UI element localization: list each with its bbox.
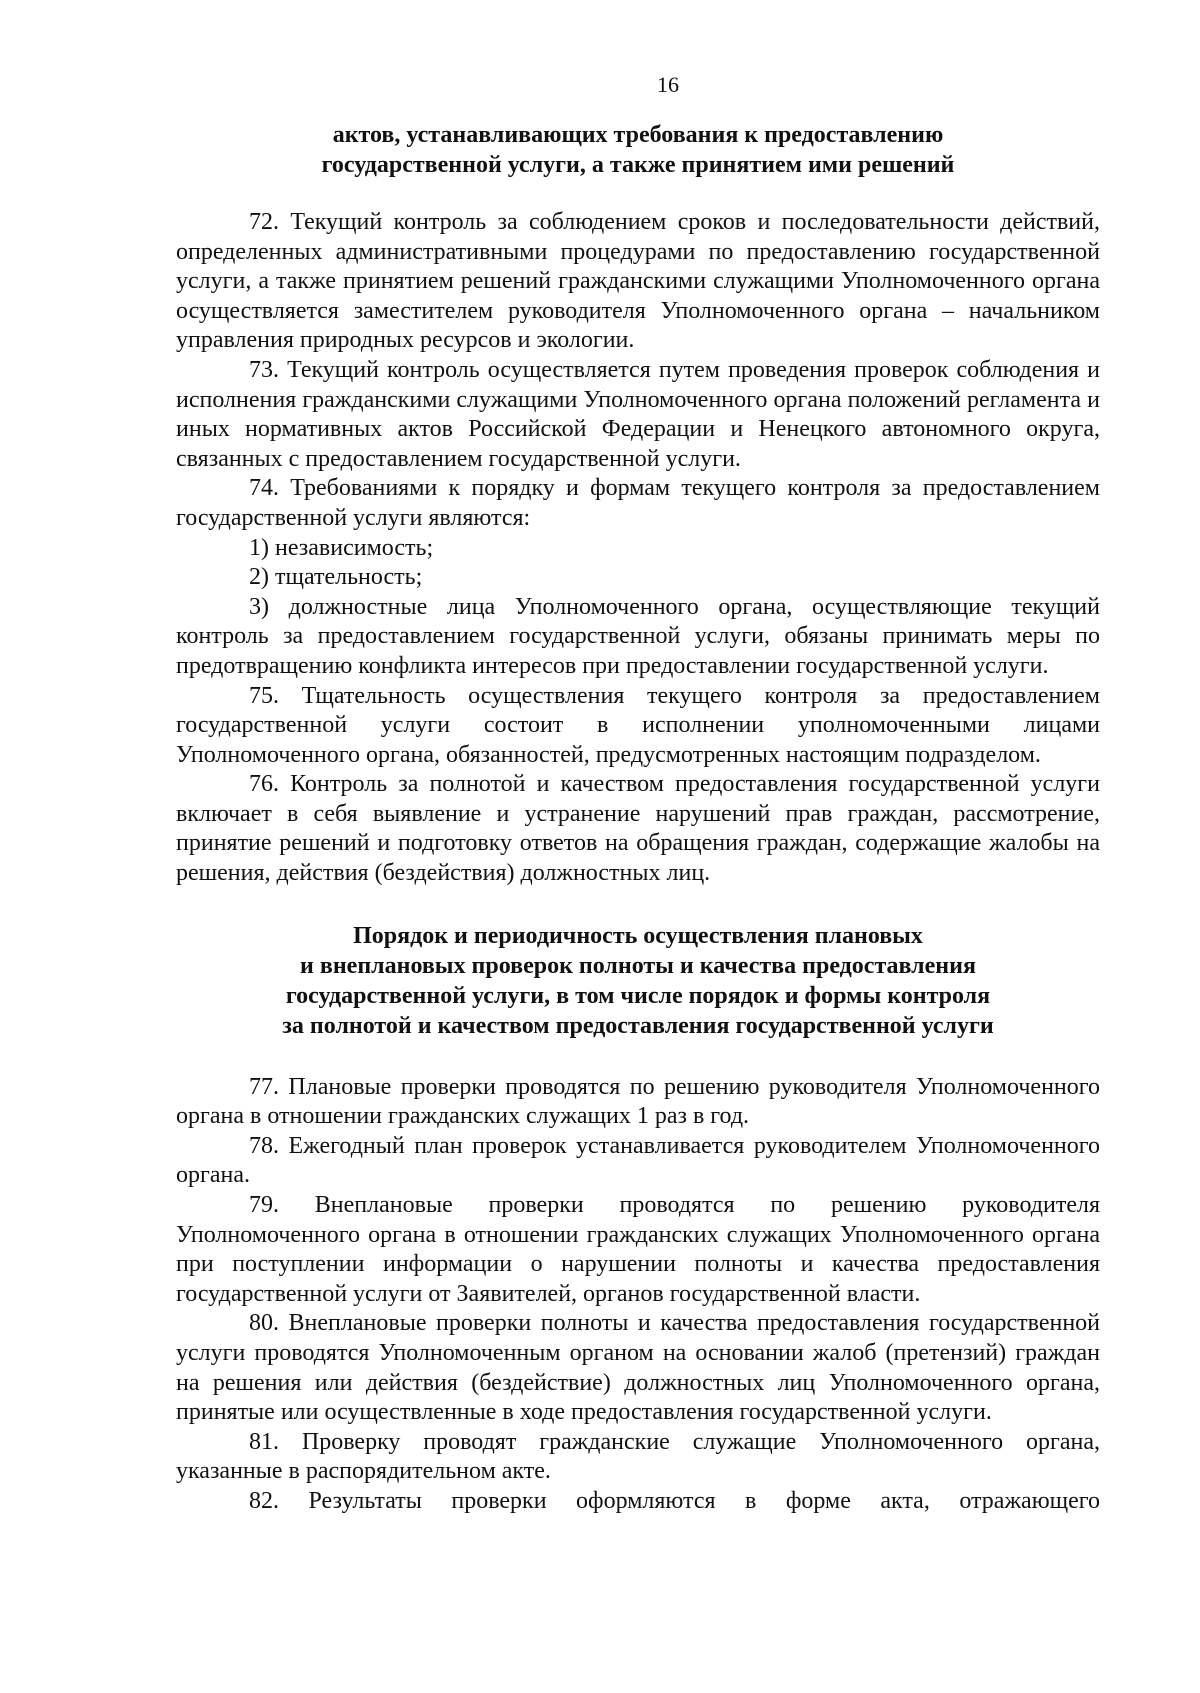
section-heading-inspections [176,921,1100,1041]
heading-line: и внеплановых проверок полноты и качества предоставления [300,952,976,979]
paragraph-80: 80. Внеплановые проверки полноты и качества предоставления государственной услуги проводятся Уполномоченным органом на основании жалоб (претензий) граждан на решения или действия (бездействие) должностных лиц Уполномоченного органа, принятые или осуществленные в ходе предоставления государственной услуги. [176,1310,1100,1426]
heading-line: Порядок и периодичность осуществления плановых [353,922,923,949]
heading-line: государственной услуги, в том числе порядок и формы контроля [285,982,991,1009]
list-item-3: 3) должностные лица Уполномоченного органа, осуществляющие текущий контроль за предоставлением государственной услуги, обязаны принимать меры по предотвращению конфликта интересов при предоставлении государственной услуги. [176,593,1100,679]
heading-line: за полнотой и качеством предоставления государственной услуги [282,1012,994,1039]
paragraph-76: 76. Контроль за полнотой и качеством предоставления государственной услуги включает в себя выявление и устранение нарушений прав граждан, рассмотрение, принятие решений и подготовку ответов на обращения граждан, содержащие жалобы на решения, действия (бездействия) должностных лиц. [176,771,1100,887]
paragraph-82: 82. Результаты проверки оформляются в форме акта, отражающего [249,1487,1100,1514]
paragraph-75: 75. Тщательность осуществления текущего контроля за предоставлением государственной услуги состоит в исполнении уполномоченными лицами Уполномоченного органа, обязанностей, предусмотренных настоящим подразделом. [176,682,1100,768]
paragraph-78: 78. Ежегодный план проверок устанавливается руководителем Уполномоченного органа. [176,1132,1100,1189]
list-item-1: 1) независимость; [249,534,434,561]
paragraph-74: 74. Требованиями к порядку и формам текущего контроля за предоставлением государственной услуги являются: [176,475,1100,531]
heading-line: актов, устанавливающих требования к предоставлению [332,122,944,148]
section-heading-control [176,120,1100,180]
paragraph-79: 79. Внеплановые проверки проводятся по решению руководителя Уполномоченного органа в отношении гражданских служащих Уполномоченного органа при поступлении информации о нарушении полноты и качества предоставления государственной услуги от Заявителей, органов государственной власти. [176,1192,1100,1307]
list-item-2: 2) тщательность; [249,564,423,591]
paragraph-77: 77. Плановые проверки проводятся по решению руководителя Уполномоченного органа в отношении гражданских служащих 1 раз в год. [176,1073,1100,1130]
paragraph-73: 73. Текущий контроль осуществляется путем проведения проверок соблюдения и исполнения гражданскими служащими Уполномоченного органа положений регламента и иных нормативных актов Российской Федерации и Ненецкого автономного округа, связанных с предоставлением государственной услуги. [176,356,1100,472]
heading-line: государственной услуги, а также принятием ими решений [321,152,955,178]
paragraph-81: 81. Проверку проводят гражданские служащие Уполномоченного органа, указанные в распорядительном акте. [176,1428,1100,1485]
paragraph-72: 72. Текущий контроль за соблюдением сроков и последовательности действий, определенных административными процедурами по предоставлению государственной услуги, а также принятием решений гражданскими служащими Уполномоченного органа осуществляется заместителем руководителя Уполномоченного органа – начальником управления природных ресурсов и экологии. [176,209,1100,354]
page-number: 16 [657,72,679,97]
